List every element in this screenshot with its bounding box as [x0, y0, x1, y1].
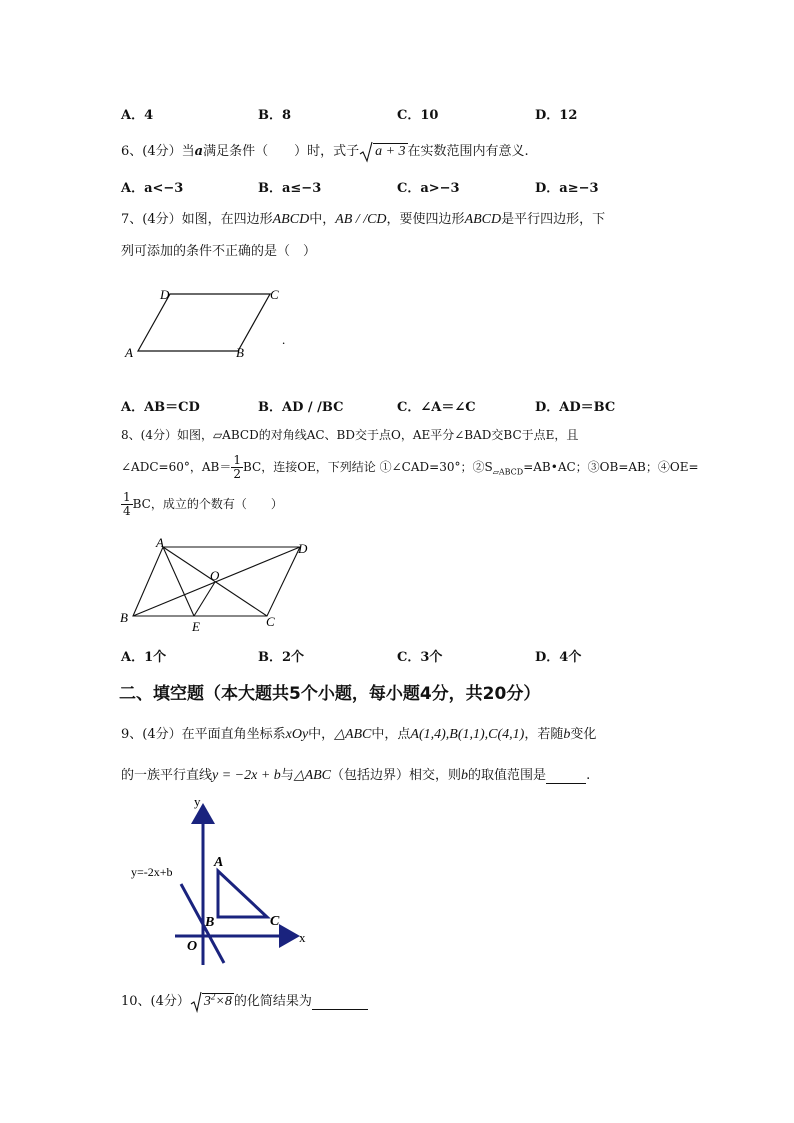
q8-stem-line2 [121, 454, 699, 481]
q7-label-b: B [236, 345, 244, 360]
q9-text-h: （包括边界）相交，则 [331, 768, 462, 783]
q9-label-o: O [187, 939, 198, 954]
q6-stem-c: 在实数范围内有意义. [407, 144, 529, 159]
q6-radical [359, 141, 407, 163]
q8-label-e: E [192, 619, 200, 633]
q8-fraction-half [231, 454, 243, 481]
q7-stem-line2: 列可添加的条件不正确的是（ ） [121, 244, 317, 259]
q9-label-y: y [194, 794, 201, 809]
q9-triangle-2: △ABC [293, 768, 332, 783]
q7-parallelogram [138, 294, 270, 351]
q6-option-b: B．a≤−3 [258, 181, 322, 196]
radical-sign-icon [190, 991, 202, 1013]
q9-text-c: 中，点 [371, 727, 411, 742]
q6-option-d: D．a≥−3 [535, 181, 599, 196]
q9-b-2: b [461, 768, 469, 783]
q10-exp: 2 [210, 991, 216, 1002]
q7-text-d: 是平行四边形，下 [501, 212, 606, 227]
q6-stem [121, 140, 529, 163]
q10-radical [190, 991, 234, 1013]
q8-option-a: A．1个 [121, 650, 167, 665]
q7-text-b: 中， [309, 212, 336, 227]
q6-stem-a: 6、(4分）当 [121, 144, 195, 159]
q7-parallel: AB / /CD [335, 212, 387, 227]
q10-text-b: 的化简结果为 [233, 994, 312, 1009]
q7-label-c: C [270, 287, 279, 302]
q8-fraction-quarter [121, 491, 133, 518]
q8-stem-line1: 8、(4分）如图，▱ABCD的对角线AC、BD交于点O，AE平分∠BAD交BC于点E，且 [121, 428, 579, 442]
q5-option-d: D．12 [535, 108, 578, 123]
q8-option-b: B．2个 [258, 650, 305, 665]
q9-answer-blank [546, 768, 586, 784]
q10-answer-blank [312, 994, 368, 1010]
q9-label-eq: y=-2x+b [131, 865, 173, 879]
q8-label-b: B [120, 610, 128, 625]
q8-stem-line3 [121, 491, 283, 518]
q8-text-b: BC，连接OE，下列结论 ①∠CAD=30°；② [242, 460, 485, 474]
q9-text-e: 变化 [570, 727, 597, 742]
q7-text-c: ，要使四边形 [386, 212, 465, 227]
q9-stem-line1 [121, 723, 596, 743]
q9-text-i: 的取值范围是 [468, 768, 547, 783]
q7-parallelogram-figure [118, 283, 298, 363]
q6-option-a: A．a<−3 [121, 181, 184, 196]
q7-abcd: ABCD [272, 212, 310, 227]
q9-text-f: 的一族平行直线 [121, 768, 213, 783]
q9-triangle: △ABC [334, 727, 372, 742]
q8-option-d: D．4个 [535, 650, 582, 665]
q8-frac-den: 2 [233, 467, 241, 481]
q9-b: b [563, 727, 571, 742]
q7-option-a: A．AB＝CD [121, 400, 200, 415]
q8-s-sub: ▱ABCD [492, 467, 524, 477]
q9-label-c: C [270, 914, 280, 929]
q8-frac2-num: 1 [123, 490, 131, 504]
q10-stem [121, 990, 368, 1013]
q5-option-c: C．10 [397, 108, 439, 123]
q7-label-a: A [125, 345, 133, 360]
q8-line-oe [194, 582, 215, 616]
q10-radicand [202, 993, 234, 1009]
q9-label-a: A [214, 855, 224, 870]
q7-option-b: B．AD / /BC [258, 400, 344, 415]
q8-s-label: S [484, 460, 493, 474]
q6-stem-b: 满足条件（ ）时，式子 [203, 144, 360, 159]
q5-option-a: A．4 [121, 108, 154, 123]
q9-label-b: B [205, 915, 215, 930]
q9-text-d: ，若随 [524, 727, 564, 742]
q8-label-c: C [266, 614, 275, 629]
section-heading: 二、填空题（本大题共5个小题，每小题4分，共20分） [119, 684, 541, 704]
q7-abcd-2: ABCD [464, 212, 502, 227]
q9-points: A(1,4),B(1,1),C(4,1) [410, 727, 525, 742]
q9-label-x: x [299, 930, 306, 945]
q8-text-c: =AB•AC；③OB=AB；④OE= [523, 460, 699, 474]
q8-text-a: ∠ADC=60°，AB＝ [121, 460, 232, 474]
q9-text-g: 与 [280, 768, 294, 783]
q8-label-d: D [298, 541, 308, 556]
q9-text-j: . [586, 768, 591, 783]
q9-text-b: 中， [308, 727, 335, 742]
q7-option-d: D．AD＝BC [535, 400, 616, 415]
q7-label-dot: . [282, 332, 286, 347]
q9-triangle-abc [218, 871, 267, 917]
q7-option-c: C．∠A＝∠C [397, 400, 476, 415]
q7-text-a: 7、(4分）如图，在四边形 [121, 212, 273, 227]
q7-label-d: D [160, 287, 170, 302]
q8-frac2-den: 4 [123, 504, 131, 518]
q8-label-a: A [156, 537, 164, 550]
q6-radicand: a + 3 [375, 144, 406, 159]
radical-sign-icon [359, 141, 373, 163]
q7-stem-line1 [121, 208, 605, 228]
q9-coordinate-figure [125, 790, 325, 968]
q8-option-c: C．3个 [397, 650, 443, 665]
q10-text-a: 10、(4分） [121, 994, 190, 1009]
q8-text-d: BC，成立的个数有（ ） [132, 497, 283, 511]
q10-base: 3 [203, 994, 211, 1009]
q9-line-eq: y = −2x + b [212, 768, 281, 783]
q8-label-o: O [210, 568, 220, 583]
q9-text-a: 9、(4分）在平面直角坐标系 [121, 727, 286, 742]
q6-option-c: C．a>−3 [397, 181, 460, 196]
q9-xoy: xOy [285, 727, 309, 742]
q10-rest: ×8 [215, 994, 232, 1009]
q5-option-b: B．8 [258, 108, 292, 123]
q6-var: a [194, 144, 204, 159]
q8-parallelogram-figure [116, 537, 316, 633]
q9-stem-line2 [121, 764, 590, 784]
q8-frac-num: 1 [233, 453, 241, 467]
